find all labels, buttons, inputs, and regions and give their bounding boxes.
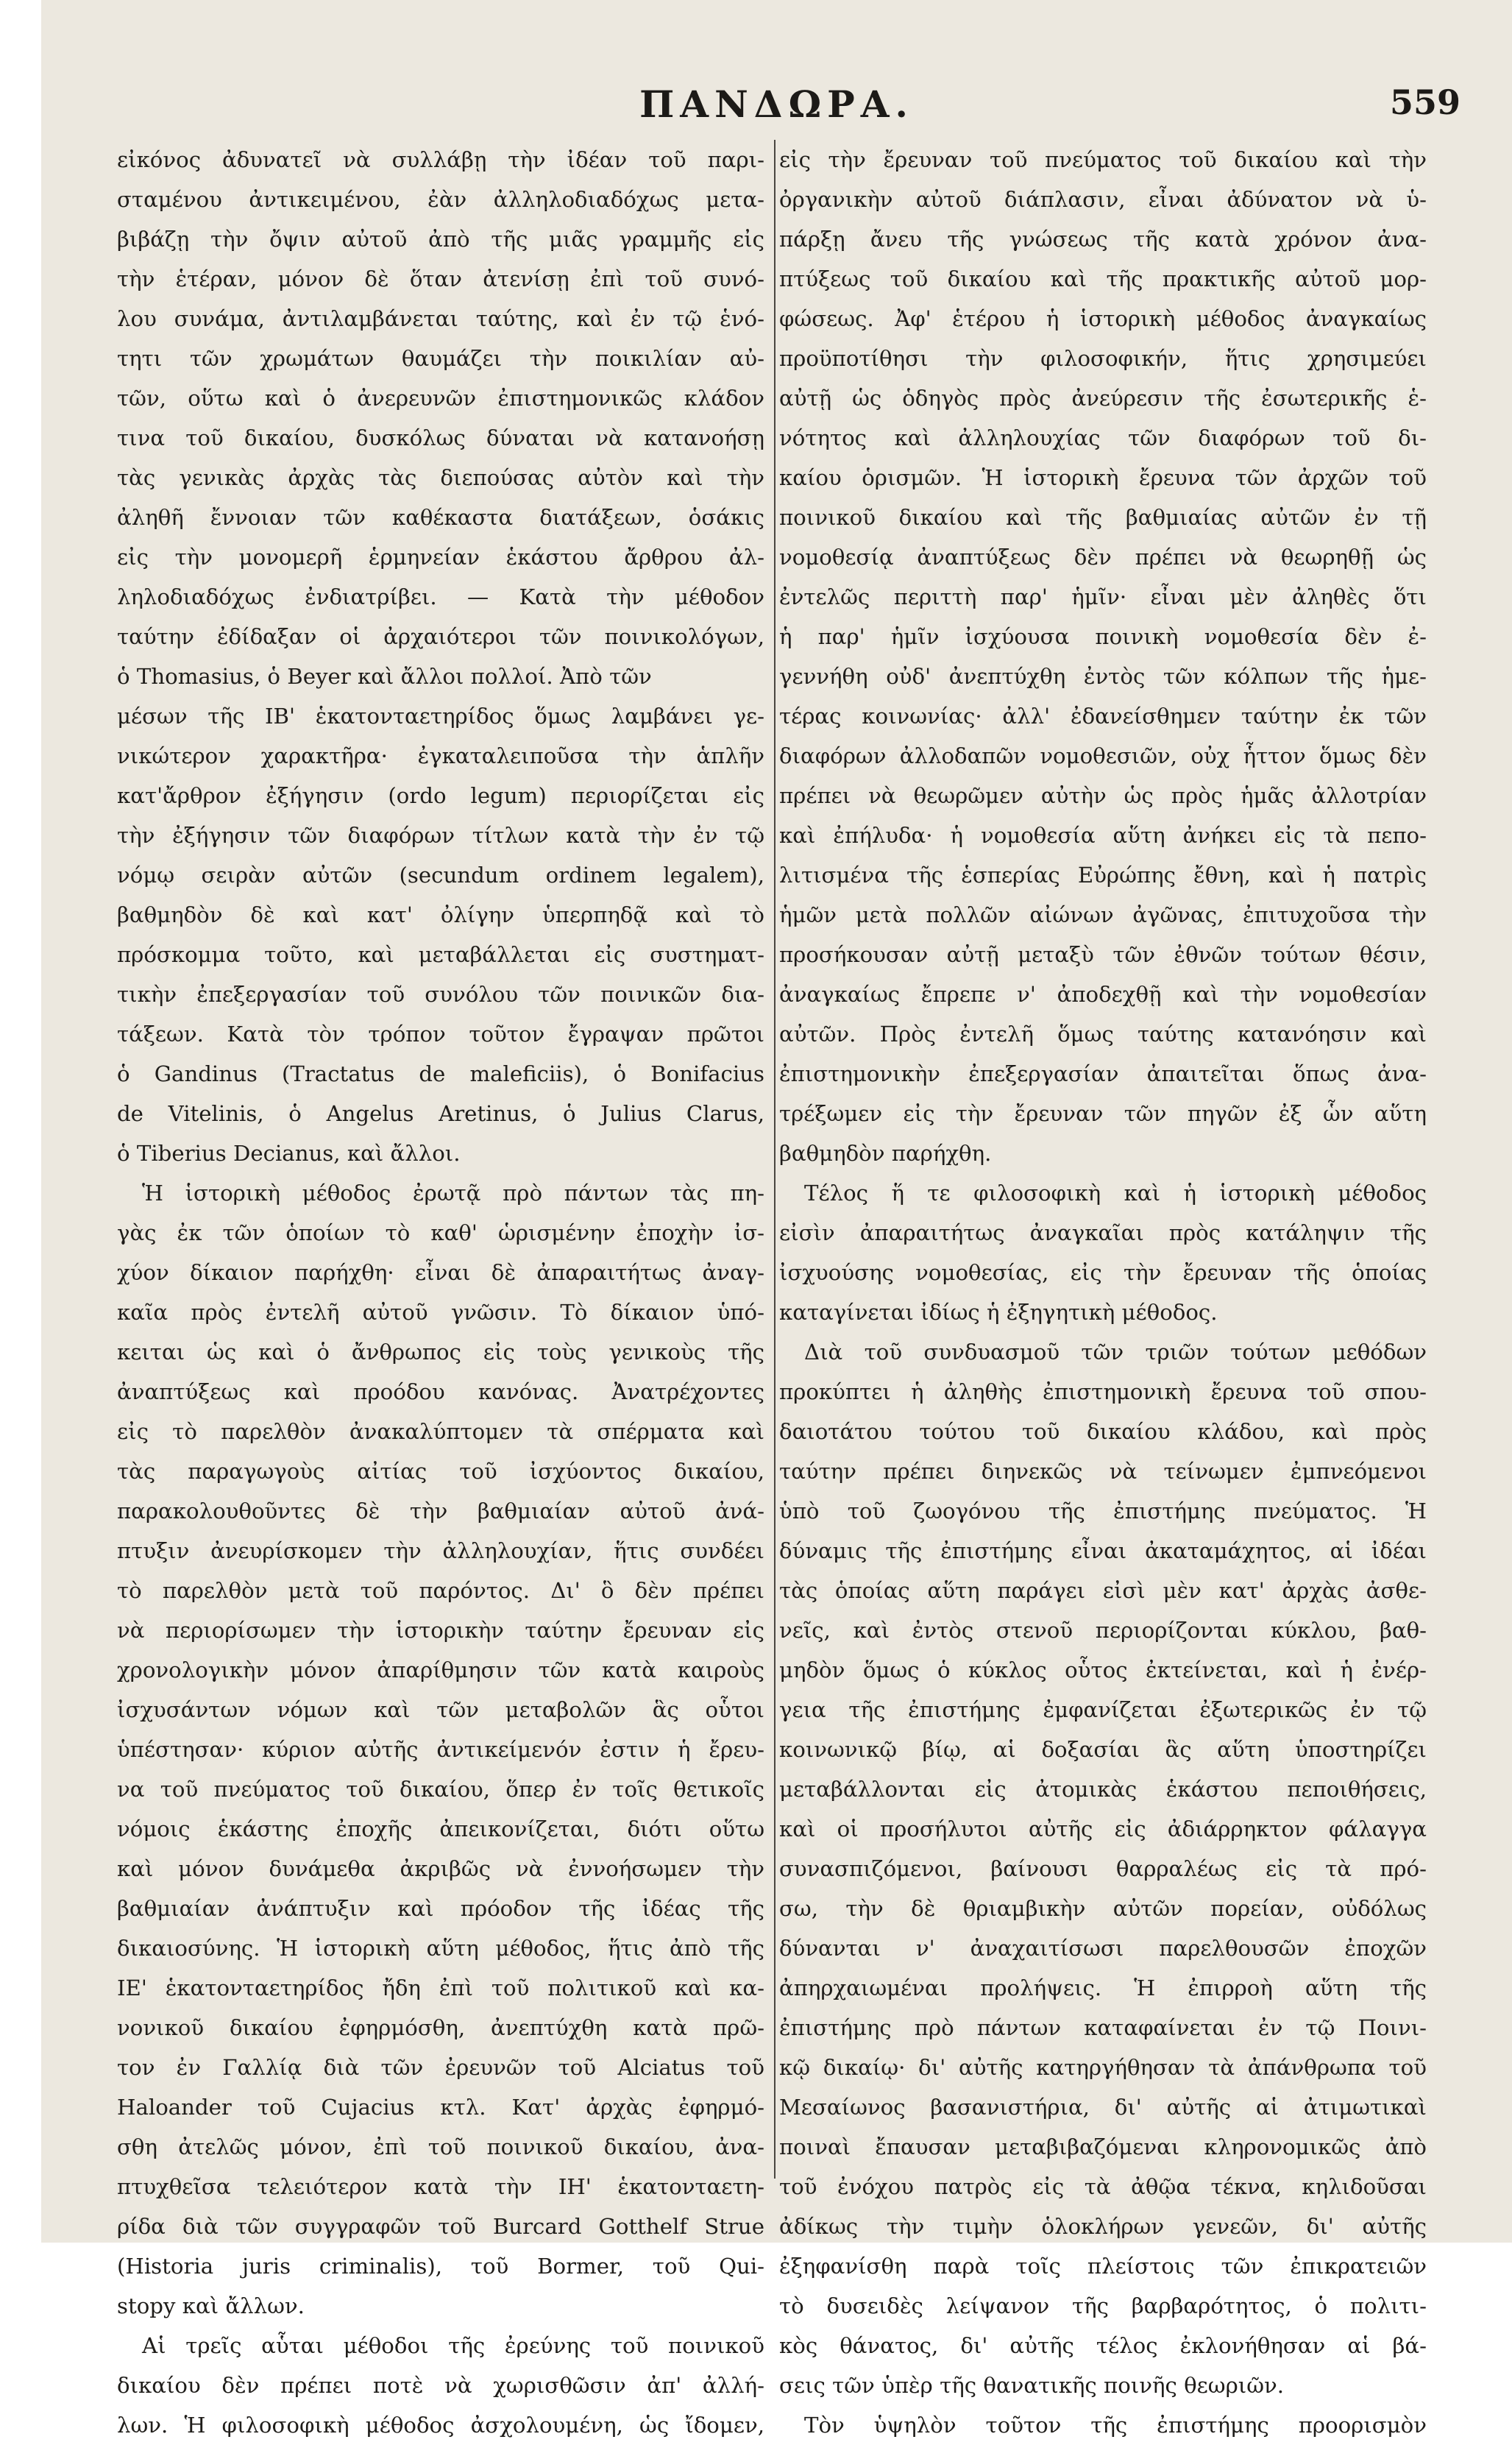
text-line: ἐξηφανίσθη παρὰ τοῖς πλείστοις τῶν ἐπικρατειῶν bbox=[779, 2254, 1427, 2279]
text-line: εἰς τὸ παρελθὸν ἀνακαλύπτομεν τὰ σπέρματα καὶ bbox=[117, 1419, 764, 1444]
column-divider bbox=[774, 140, 775, 2179]
text-line: κὸς θάνατος, δι' αὐτῆς τέλος ἐκλονήθησαν αἱ βά- bbox=[779, 2333, 1427, 2358]
text-line: ἀληθῆ ἔννοιαν τῶν καθέκαστα διατάξεων, ὁσάκις bbox=[117, 505, 764, 530]
text-line: τὴν ἑτέραν, μόνον δὲ ὅταν ἀτενίσῃ ἐπὶ τοῦ συνό- bbox=[117, 266, 764, 291]
text-line: καῖα πρὸς ἐντελῆ αὐτοῦ γνῶσιν. Τὸ δίκαιον ὑπό- bbox=[117, 1300, 764, 1325]
text-line: ἀπηρχαιωμέναι προλήψεις. Ἡ ἐπιρροὴ αὕτη τῆς bbox=[779, 1975, 1427, 2000]
text-line: τητι τῶν χρωμάτων θαυμάζει τὴν ποικιλίαν αὐ- bbox=[117, 346, 764, 371]
text-line: καὶ ἐπήλυδα· ἡ νομοθεσία αὕτη ἀνήκει εἰς τὰ πεπο- bbox=[779, 823, 1427, 848]
text-line: ληλοδιαδόχως ἐνδιατρίβει. — Κατὰ τὴν μέθοδον bbox=[117, 584, 764, 609]
text-line: προϋποτίθησι τὴν φιλοσοφικήν, ἥτις χρησιμεύει bbox=[779, 346, 1427, 371]
text-line: γεια τῆς ἐπιστήμης ἐμφανίζεται ἐξωτερικῶς ἐν τῷ bbox=[779, 1697, 1427, 1722]
text-line: σταμένου ἀντικειμένου, ἐὰν ἀλληλοδιαδόχως μετα- bbox=[117, 187, 764, 212]
text-line: δικαίου δὲν πρέπει ποτὲ νὰ χωρισθῶσιν ἀπ' ἀλλή- bbox=[117, 2373, 764, 2398]
text-line: γὰς ἐκ τῶν ὁποίων τὸ καθ' ὡρισμένην ἐποχὴν ἰσ- bbox=[117, 1220, 764, 1245]
text-line: Διὰ τοῦ συνδυασμοῦ τῶν τριῶν τούτων μεθόδων bbox=[804, 1340, 1427, 1365]
text-line: ἡ παρ' ἡμῖν ἰσχύουσα ποινικὴ νομοθεσία δὲν ἐ- bbox=[779, 624, 1427, 649]
text-line: μέσων τῆς ΙΒ' ἑκατονταετηρίδος ὅμως λαμβάνει γε- bbox=[117, 704, 764, 729]
text-line: νόμῳ σειρὰν αὐτῶν (secundum ordinem legalem), bbox=[117, 863, 764, 888]
text-line: δύναμις τῆς ἐπιστήμης εἶναι ἀκαταμάχητος, αἱ ἰδέαι bbox=[779, 1538, 1427, 1563]
text-line: λων. Ἡ φιλοσοφικὴ μέθοδος ἀσχολουμένη, ὡς ἴδομεν, bbox=[117, 2413, 764, 2438]
text-line: τὰς παραγωγοὺς αἰτίας τοῦ ἰσχύοντος δικαίου, bbox=[117, 1459, 764, 1484]
text-line: μηδὸν ὅμως ὁ κύκλος οὗτος ἐκτείνεται, καὶ ἡ ἐνέρ- bbox=[779, 1657, 1427, 1683]
book-page bbox=[41, 0, 1512, 2438]
text-line: ΙΕ' ἑκατονταετηρίδος ἤδη ἐπὶ τοῦ πολιτικοῦ καὶ κα- bbox=[117, 1975, 764, 2000]
text-line: τάξεων. Κατὰ τὸν τρόπον τοῦτον ἔγραψαν πρῶτοι bbox=[117, 1022, 764, 1047]
text-line: Μεσαίωνος βασανιστήρια, δι' αὐτῆς αἱ ἀτιμωτικαὶ bbox=[779, 2095, 1427, 2120]
text-line: εἰκόνος ἀδυνατεῖ νὰ συλλάβῃ τὴν ἰδέαν τοῦ παρι- bbox=[117, 147, 764, 172]
text-line: πρόσκομμα τοῦτο, καὶ μεταβάλλεται εἰς συστηματ- bbox=[117, 942, 764, 967]
text-line: τρέξωμεν εἰς τὴν ἔρευναν τῶν πηγῶν ἐξ ὧν αὕτη bbox=[779, 1101, 1427, 1126]
text-line: καὶ οἱ προσήλυτοι αὐτῆς εἰς ἀδιάρρηκτον φάλαγγα bbox=[779, 1816, 1427, 1841]
text-line: βαθμιαίαν ἀνάπτυξιν καὶ πρόοδον τῆς ἰδέας τῆς bbox=[117, 1896, 764, 1921]
text-line: τὰς γενικὰς ἀρχὰς τὰς διεπούσας αὐτὸν καὶ τὴν bbox=[117, 465, 764, 490]
text-line: Αἱ τρεῖς αὗται μέθοδοι τῆς ἐρεύνης τοῦ ποινικοῦ bbox=[142, 2333, 764, 2358]
text-line: ὑπὸ τοῦ ζωογόνου τῆς ἐπιστήμης πνεύματος. Ἡ bbox=[779, 1499, 1427, 1524]
text-line: ποιναὶ ἔπαυσαν μεταβιβαζόμεναι κληρονομικῶς ἀπὸ bbox=[779, 2134, 1427, 2159]
text-line: λιτισμένα τῆς ἑσπερίας Εὐρώπης ἔθνη, καὶ ἡ πατρὶς bbox=[779, 863, 1427, 888]
text-line: Haloander τοῦ Cujacius κτλ. Κατ' ἀρχὰς ἐφηρμό- bbox=[117, 2095, 764, 2120]
text-line: μεταβάλλονται εἰς ἀτομικὰς ἑκάστου πεποιθήσεις, bbox=[779, 1777, 1427, 1802]
text-line: νομοθεσίᾳ ἀναπτύξεως δὲν πρέπει νὰ θεωρηθῇ ὡς bbox=[779, 545, 1427, 570]
text-line: νόμοις ἑκάστης ἐποχῆς ἀπεικονίζεται, διότι οὕτω bbox=[117, 1816, 764, 1841]
text-line: ἡμῶν μετὰ πολλῶν αἰώνων ἀγῶνας, ἐπιτυχοῦσα τὴν bbox=[779, 902, 1427, 927]
text-line: τέρας κοινωνίας· ἀλλ' ἐδανείσθημεν ταύτην ἐκ τῶν bbox=[779, 704, 1427, 729]
text-line: καὶ μόνον δυνάμεθα ἀκριβῶς νὰ ἐννοήσωμεν τὴν bbox=[117, 1856, 764, 1881]
text-line: τὸ παρελθὸν μετὰ τοῦ παρόντος. Δι' ὃ δὲν πρέπει bbox=[117, 1578, 764, 1603]
text-line: βαθμηδὸν δὲ καὶ κατ' ὀλίγην ὑπερπηδᾷ καὶ τὸ bbox=[117, 902, 764, 927]
text-line: διαφόρων ἀλλοδαπῶν νομοθεσιῶν, οὐχ ἧττον ὅμως δὲν bbox=[779, 743, 1427, 768]
text-line: ἐπιστήμης πρὸ πάντων καταφαίνεται ἐν τῷ Ποινι- bbox=[779, 2015, 1427, 2040]
text-line: να τοῦ πνεύματος τοῦ δικαίου, ὅπερ ἐν τοῖς θετικοῖς bbox=[117, 1777, 764, 1802]
text-line: εἰς τὴν ἔρευναν τοῦ πνεύματος τοῦ δικαίου καὶ τὴν bbox=[779, 147, 1427, 172]
text-line: δαιοτάτου τούτου τοῦ δικαίου κλάδου, καὶ πρὸς bbox=[779, 1419, 1427, 1444]
text-line: νεῖς, καὶ ἐντὸς στενοῦ περιορίζονται κύκλου, βαθ- bbox=[779, 1618, 1427, 1643]
text-line: stopy καὶ ἄλλων. bbox=[117, 2293, 305, 2318]
text-line: γεννήθη οὐδ' ἀνεπτύχθη ἐντὸς τῶν κόλπων τῆς ἡμε- bbox=[779, 664, 1427, 689]
text-line: κατ'ἄρθρον ἐξήγησιν (ordo legum) περιορίζεται εἰς bbox=[117, 783, 764, 808]
text-line: ἀναπτύξεως καὶ προόδου κανόνας. Ἀνατρέχοντες bbox=[117, 1379, 764, 1404]
text-line: καίου ὁρισμῶν. Ἡ ἱστορικὴ ἔρευνα τῶν ἀρχῶν τοῦ bbox=[779, 465, 1427, 490]
text-line: δικαιοσύνης. Ἡ ἱστορικὴ αὕτη μέθοδος, ἥτις ἀπὸ τῆς bbox=[117, 1936, 764, 1961]
running-head-title: ΠΑΝΔΩΡΑ. bbox=[639, 82, 914, 126]
text-line: Τέλος ἥ τε φιλοσοφικὴ καὶ ἡ ἱστορικὴ μέθοδος bbox=[804, 1181, 1427, 1206]
text-line: εἰσὶν ἀπαραιτήτως ἀναγκαῖαι πρὸς κατάληψιν τῆς bbox=[779, 1220, 1427, 1245]
text-line: τικὴν ἐπεξεργασίαν τοῦ συνόλου τῶν ποινικῶν δια- bbox=[117, 982, 764, 1007]
text-line: ὀργανικὴν αὐτοῦ διάπλασιν, εἶναι ἀδύνατον νὰ ὑ- bbox=[779, 187, 1427, 212]
text-line: τὴν ἐξήγησιν τῶν διαφόρων τίτλων κατὰ τὴν ἐν τῷ bbox=[117, 823, 764, 848]
right-text-column bbox=[779, 140, 1427, 2445]
text-line: χύον δίκαιον παρήχθη· εἶναι δὲ ἀπαραιτήτως ἀναγ- bbox=[117, 1260, 764, 1285]
text-line: τον ἐν Γαλλίᾳ διὰ τῶν ἐρευνῶν τοῦ Alciatus τοῦ bbox=[117, 2055, 764, 2080]
text-line: λου συνάμα, ἀντιλαμβάνεται ταύτης, καὶ ἐν τῷ ἑνό- bbox=[117, 306, 764, 331]
text-line: τινα τοῦ δικαίου, δυσκόλως δύναται νὰ κατανοήσῃ bbox=[117, 425, 764, 450]
text-line: πάρξῃ ἄνευ τῆς γνώσεως τῆς κατὰ χρόνον ἀνα- bbox=[779, 227, 1427, 252]
text-line: χρονολογικὴν μόνον ἀπαρίθμησιν τῶν κατὰ καιροὺς bbox=[117, 1657, 764, 1683]
text-line: ὑπέστησαν· κύριον αὐτῆς ἀντικείμενόν ἐστιν ἡ ἔρευ- bbox=[117, 1737, 764, 1762]
left-text-column bbox=[117, 140, 764, 2445]
text-line: σθη ἀτελῶς μόνον, ἐπὶ τοῦ ποινικοῦ δικαίου, ἀνα- bbox=[117, 2134, 764, 2159]
text-line: τῶν, οὕτω καὶ ὁ ἀνερευνῶν ἐπιστημονικῶς κλάδον bbox=[117, 386, 764, 411]
text-line: αὐτῇ ὡς ὁδηγὸς πρὸς ἀνεύρεσιν τῆς ἐσωτερικῆς ἑ- bbox=[779, 386, 1427, 411]
text-line: βιβάζῃ τὴν ὄψιν αὐτοῦ ἀπὸ τῆς μιᾶς γραμμῆς εἰς bbox=[117, 227, 764, 252]
text-line: νότητος καὶ ἀλληλουχίας τῶν διαφόρων τοῦ δι- bbox=[779, 425, 1427, 450]
text-line: πτύξεως τοῦ δικαίου καὶ τῆς πρακτικῆς αὐτοῦ μορ- bbox=[779, 266, 1427, 291]
text-line: (Historia juris criminalis), τοῦ Bormer, τοῦ Qui- bbox=[117, 2254, 764, 2279]
text-line: κῷ δικαίῳ· δι' αὐτῆς κατηργήθησαν τὰ ἀπάνθρωπα τοῦ bbox=[779, 2055, 1427, 2080]
page-number: 559 bbox=[1389, 82, 1460, 122]
text-line: καταγίνεται ἰδίως ἡ ἐξηγητικὴ μέθοδος. bbox=[779, 1300, 1218, 1325]
text-line: ἰσχυσάντων νόμων καὶ τῶν μεταβολῶν ἃς οὗτοι bbox=[117, 1697, 764, 1722]
text-line: ἰσχυούσης νομοθεσίας, εἰς τὴν ἔρευναν τῆς ὁποίας bbox=[779, 1260, 1427, 1285]
text-line: παρακολουθοῦντες δὲ τὴν βαθμιαίαν αὐτοῦ ἀνά- bbox=[117, 1499, 764, 1524]
text-line: Ἡ ἱστορικὴ μέθοδος ἐρωτᾷ πρὸ πάντων τὰς πη- bbox=[142, 1181, 764, 1206]
text-line: ποινικοῦ δικαίου καὶ τῆς βαθμιαίας αὐτῶν ἐν τῇ bbox=[779, 505, 1427, 530]
text-line: νὰ περιορίσωμεν τὴν ἱστορικὴν ταύτην ἔρευναν εἰς bbox=[117, 1618, 764, 1643]
text-line: νικώτερον χαρακτῆρα· ἐγκαταλειποῦσα τὴν ἁπλῆν bbox=[117, 743, 764, 768]
text-line: προσήκουσαν αὐτῇ μεταξὺ τῶν ἐθνῶν τούτων θέσιν, bbox=[779, 942, 1427, 967]
text-line: ρίδα διὰ τῶν συγγραφῶν τοῦ Burcard Gotthelf Strue bbox=[117, 2214, 764, 2239]
text-line: σω, τὴν δὲ θριαμβικὴν αὐτῶν πορείαν, οὐδόλως bbox=[779, 1896, 1427, 1921]
text-line: εἰς τὴν μονομερῆ ἑρμηνείαν ἑκάστου ἄρθρου ἀλ- bbox=[117, 545, 764, 570]
text-line: ἀναγκαίως ἔπρεπε ν' ἀποδεχθῇ καὶ τὴν νομοθεσίαν bbox=[779, 982, 1427, 1007]
text-line: ὁ Thomasius, ὁ Beyer καὶ ἄλλοι πολλοί. Ἀπὸ τῶν bbox=[117, 664, 652, 689]
text-line: πτυχθεῖσα τελειότερον κατὰ τὴν ΙΗ' ἑκατονταετη- bbox=[117, 2174, 764, 2199]
text-line: δύνανται ν' ἀναχαιτίσωσι παρελθουσῶν ἐποχῶν bbox=[779, 1936, 1427, 1961]
text-line: τὸ δυσειδὲς λείψανον τῆς βαρβαρότητος, ὁ πολιτι- bbox=[779, 2293, 1427, 2318]
text-line: ταύτην πρέπει διηνεκῶς νὰ τείνωμεν ἐμπνεόμενοι bbox=[779, 1459, 1427, 1484]
text-line: τοῦ ἐνόχου πατρὸς εἰς τὰ ἀθῷα τέκνα, κηλιδοῦσαι bbox=[779, 2174, 1427, 2199]
text-line: ταύτην ἐδίδαξαν οἱ ἀρχαιότεροι τῶν ποινικολόγων, bbox=[117, 624, 764, 649]
text-line: ἀδίκως τὴν τιμὴν ὁλοκλήρων γενεῶν, δι' αὐτῆς bbox=[779, 2214, 1427, 2239]
text-line: συνασπιζόμενοι, βαίνουσι θαρραλέως εἰς τὰ πρό- bbox=[779, 1856, 1427, 1881]
text-line: πτυξιν ἀνευρίσκομεν τὴν ἀλληλουχίαν, ἥτις συνδέει bbox=[117, 1538, 764, 1563]
text-line: πρέπει νὰ θεωρῶμεν αὐτὴν ὡς πρὸς ἡμᾶς ἀλλοτρίαν bbox=[779, 783, 1427, 808]
text-line: προκύπτει ἡ ἀληθὴς ἐπιστημονικὴ ἔρευνα τοῦ σπου- bbox=[779, 1379, 1427, 1404]
text-line: Τὸν ὑψηλὸν τοῦτον τῆς ἐπιστήμης προορισμὸν bbox=[804, 2413, 1427, 2438]
text-line: νονικοῦ δικαίου ἐφηρμόσθη, ἀνεπτύχθη κατὰ πρῶ- bbox=[117, 2015, 764, 2040]
text-line: κοινωνικῷ βίῳ, αἱ δοξασίαι ἃς αὕτη ὑποστηρίζει bbox=[779, 1737, 1427, 1762]
text-line: ἐντελῶς περιττὴ παρ' ἡμῖν· εἶναι μὲν ἀληθὲς ὅτι bbox=[779, 584, 1427, 609]
text-line: de Vitelinis, ὁ Angelus Aretinus, ὁ Julius Clarus, bbox=[117, 1101, 764, 1126]
text-line: σεις τῶν ὑπὲρ τῆς θανατικῆς ποινῆς θεωριῶν. bbox=[779, 2373, 1285, 2398]
text-line: ὁ Gandinus (Tractatus de maleficiis), ὁ Bonifacius bbox=[117, 1061, 764, 1086]
text-line: ὁ Tiberius Decianus, καὶ ἄλλοι. bbox=[117, 1141, 461, 1166]
text-line: κειται ὡς καὶ ὁ ἄνθρωπος εἰς τοὺς γενικοὺς τῆς bbox=[117, 1340, 764, 1365]
text-line: βαθμηδὸν παρήχθη. bbox=[779, 1141, 992, 1166]
text-line: φώσεως. Ἀφ' ἑτέρου ἡ ἱστορικὴ μέθοδος ἀναγκαίως bbox=[779, 306, 1427, 331]
text-line: αὐτῶν. Πρὸς ἐντελῆ ὅμως ταύτης κατανόησιν καὶ bbox=[779, 1022, 1427, 1047]
text-line: τὰς ὁποίας αὕτη παράγει εἰσὶ μὲν κατ' ἀρχὰς ἀσθε- bbox=[779, 1578, 1427, 1603]
text-line: ἐπιστημονικὴν ἐπεξεργασίαν ἀπαιτεῖται ὅπως ἀνα- bbox=[779, 1061, 1427, 1086]
